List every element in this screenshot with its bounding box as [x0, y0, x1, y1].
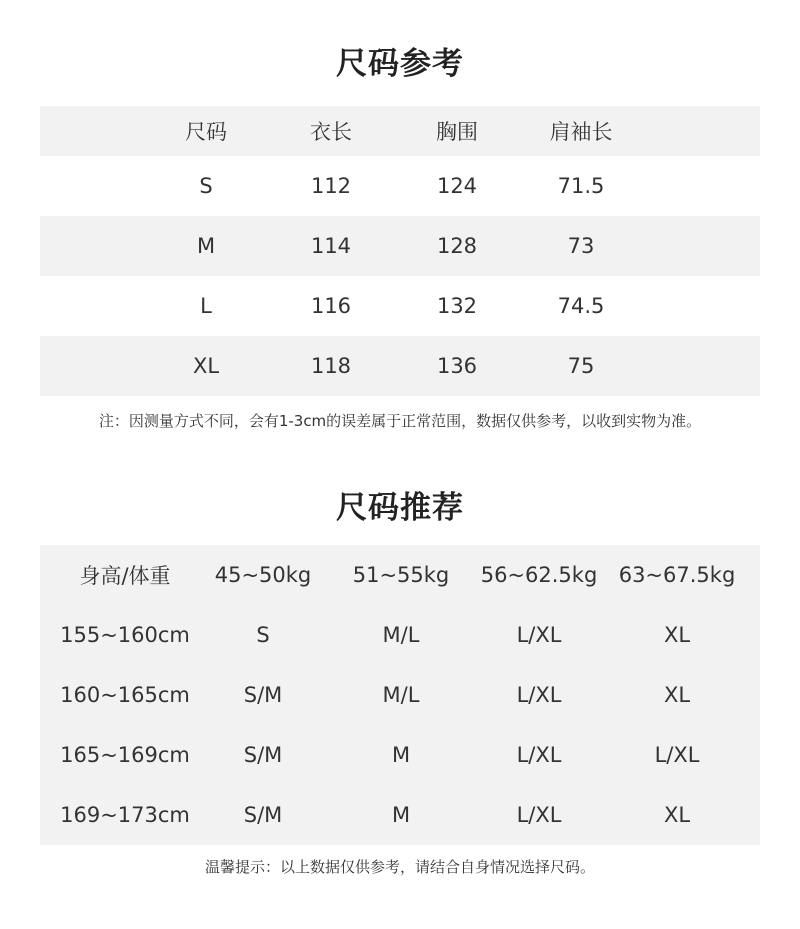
table-cell: XL: [663, 623, 691, 647]
table-row: [40, 785, 760, 845]
table-cell: 165~169cm: [60, 743, 190, 767]
table-cell: 169~173cm: [60, 803, 190, 827]
header-cell: 56~62.5kg: [480, 563, 598, 587]
table-cell: L/XL: [516, 623, 562, 647]
table-cell: L/XL: [516, 803, 562, 827]
table-row: [40, 156, 760, 216]
header-cell: 身高/体重: [79, 564, 171, 588]
table-cell: 132: [436, 294, 478, 318]
table-row: [40, 276, 760, 336]
header-cell: 63~67.5kg: [618, 563, 736, 587]
table-cell: XL: [663, 683, 691, 707]
header-cell: 尺码: [185, 120, 227, 144]
table-cell: XL: [192, 354, 220, 378]
table-row: [40, 725, 760, 785]
table-cell: L: [200, 294, 212, 318]
table-cell: 74.5: [557, 294, 605, 318]
table-row: [40, 216, 760, 276]
table-cell: 73: [567, 234, 595, 258]
table-cell: M: [391, 803, 411, 827]
table-cell: M: [391, 743, 411, 767]
table-cell: S: [256, 623, 270, 647]
table-header-row: [40, 545, 760, 605]
table-row: [40, 336, 760, 396]
table-row: [40, 665, 760, 725]
table-row: [40, 605, 760, 665]
table-cell: S: [199, 174, 213, 198]
tip-note: 温馨提示：以上数据仅供参考，请结合自身情况选择尺码。: [204, 858, 595, 876]
table-cell: M: [196, 234, 216, 258]
table-cell: 118: [310, 354, 352, 378]
table-cell: 71.5: [557, 174, 605, 198]
size-reference-table: [40, 106, 760, 396]
size-reference-title: 尺码参考: [336, 46, 464, 82]
table-cell: S/M: [243, 683, 283, 707]
table-header-row: [40, 106, 760, 156]
table-cell: 114: [310, 234, 352, 258]
table-cell: 124: [436, 174, 478, 198]
table-cell: 112: [310, 174, 352, 198]
table-cell: 160~165cm: [60, 683, 190, 707]
table-cell: S/M: [243, 743, 283, 767]
table-cell: 155~160cm: [60, 623, 190, 647]
table-cell: M/L: [382, 683, 420, 707]
table-cell: XL: [663, 803, 691, 827]
table-cell: L/XL: [654, 743, 700, 767]
table-cell: M/L: [382, 623, 420, 647]
header-cell: 45~50kg: [214, 563, 312, 587]
header-cell: 肩袖长: [549, 120, 613, 144]
measurement-note: 注：因测量方式不同，会有1-3cm的误差属于正常范围，数据仅供参考，以收到实物为准。: [98, 412, 702, 430]
header-cell: 胸围: [436, 120, 478, 144]
table-cell: L/XL: [516, 683, 562, 707]
table-cell: 136: [436, 354, 478, 378]
table-cell: 128: [436, 234, 478, 258]
table-cell: 116: [310, 294, 352, 318]
header-cell: 51~55kg: [352, 563, 450, 587]
header-cell: 衣长: [310, 120, 352, 144]
table-cell: L/XL: [516, 743, 562, 767]
size-recommendation-title: 尺码推荐: [336, 490, 464, 526]
size-recommendation-table: [40, 545, 760, 845]
table-cell: 75: [567, 354, 595, 378]
table-cell: S/M: [243, 803, 283, 827]
